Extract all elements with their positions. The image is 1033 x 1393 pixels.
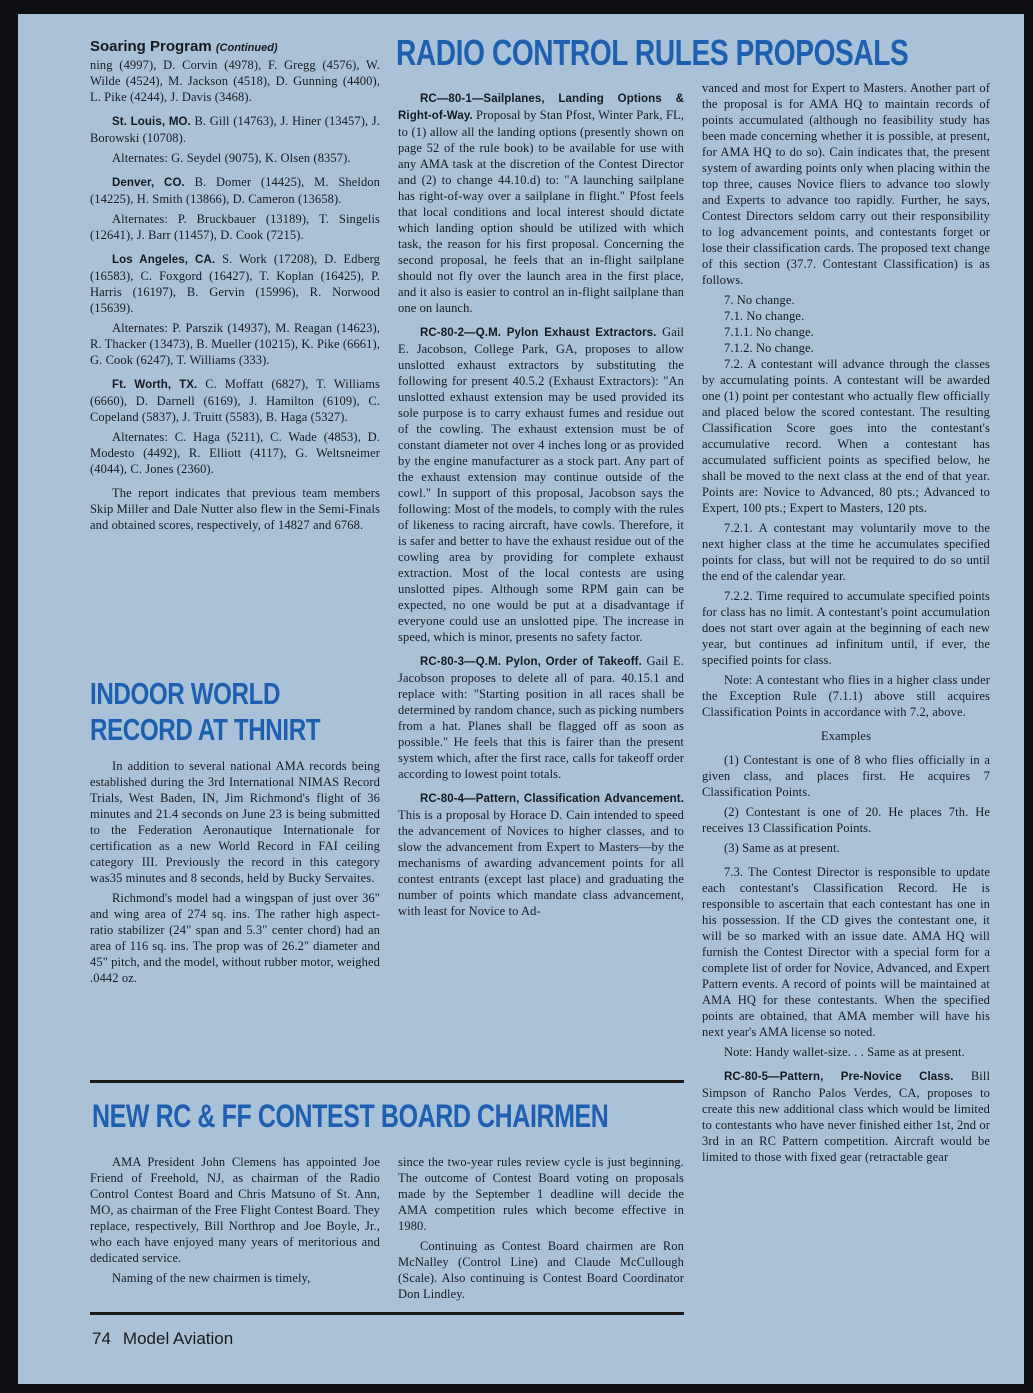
page-number: 74 bbox=[92, 1329, 111, 1348]
soaring-column bbox=[90, 38, 380, 537]
board-paragraph: since the two-year rules review cycle is just beginning. The outcome of Contest Board voting on proposals made by the September 1 deadline will decide the AMA competition rules which become effective in 1980. bbox=[398, 1155, 684, 1233]
ftworth-entry: Ft. Worth, TX. C. Moffatt (6827), T. Williams (6660), D. Darnell (6169), J. Hamilton (6109), C. Copeland (5837), J. Truitt (5583), B. Haga (5327). bbox=[90, 377, 380, 424]
rule-note-2: Note: Handy wallet-size. . . Same as at present. bbox=[724, 1045, 965, 1059]
proposal-rc80-5: RC-80-5—Pattern, Pre-Novice Class. Bill Simpson of Rancho Palos Verdes, CA, proposes to create this new additional class which would be limited to contestants who have never finished either 1st, 2nd or 3rd in an RC Pattern competition. Aircraft would be limited to those with fixed gear (retractable gear bbox=[702, 1069, 991, 1164]
indoor-record-headline: INDOOR WORLD RECORD AT THNIRT bbox=[90, 676, 321, 747]
stlouis-entry: St. Louis, MO. B. Gill (14763), J. Hiner (13457), J. Borowski (10708). bbox=[90, 114, 380, 145]
continued-label: (Continued) bbox=[215, 42, 278, 54]
magazine-name: Model Aviation bbox=[122, 1329, 234, 1348]
indoor-record-column bbox=[90, 758, 380, 990]
rule-note: Note: A contestant who flies in a higher class under the Exception Rule (7.1.1) above still acquires Classification Points in accordance with 7.2, above. bbox=[702, 673, 990, 719]
rule-7-3: 7.3. The Contest Director is responsible to update each contestant's Classification Record. He is responsible to ascertain that each contestant has one in his possession. If the CD gives the contestant one, it will be so marked with an issue date. AMA HQ will furnish the Contest Director with a special form for a complete list of order for Novice, Advanced, and Expert Pattern events. A record of points will be maintained at AMA HQ for these contestants. When the specified points are obtained, that AMA member will have his next year's AMA license so noted. bbox=[702, 865, 990, 1039]
rc-proposals-column bbox=[398, 90, 684, 923]
proposal-rc80-3: RC-80-3—Q.M. Pylon, Order of Takeoff. Gail E. Jacobson proposes to delete all of para. 40.15.1 and replace with: "Starting position in all races shall be determined by random chance, such as picking numbers from a hat. Planes shall be flagged off as soon as possible." He feels that this is fairer than the present system which, after the first race, calls for takeoff order according to lowest point totals. bbox=[398, 654, 684, 781]
rule-7-2-1: 7.2.1. A contestant may voluntarily move to the next higher class at the time he accumulates specified points for class, but will not be required to do so until the end of the calendar year. bbox=[702, 521, 990, 583]
denver-entry: Denver, CO. B. Domer (14425), M. Sheldon (14225), H. Smith (13866), D. Cameron (13658). bbox=[90, 175, 381, 206]
board-column-2 bbox=[398, 1154, 684, 1306]
classification-column bbox=[702, 80, 990, 1169]
magazine-page bbox=[18, 14, 1024, 1384]
losangeles-entry: Los Angeles, CA. S. Work (17208), D. Edberg (16583), C. Foxgord (16427), T. Koplan (16425), P. Harris (16197), B. Gervin (15996), R. Norwood (15639). bbox=[90, 252, 380, 315]
section-divider bbox=[90, 1312, 684, 1315]
proposal-continuation: vanced and most for Expert to Masters. Another part of the proposal is for AMA HQ to maintain records of points accumulated (although no feasibility study has been made concerning whether it is possible, at present, for AMA HQ to do so). Cain indicates that, the present system of awarding points only when placing within the top three, causes Novice fliers to advance too slowly and Experts to advance too rapidly. Further, he says, Contest Directors seldom carry out their responsibility to log advancement points, and contestants forget or lose their classification cards. The proposed text change of this section (37.7. Contestant Classification) is as follows. bbox=[702, 81, 990, 287]
stlouis-alternates: Alternates: G. Seydel (9075), K. Olsen (8357). bbox=[112, 151, 351, 165]
example-item: (1) Contestant is one of 8 who flies officially in a given class, and places first. He acquires 7 Classification Points. bbox=[702, 753, 990, 799]
board-paragraph: AMA President John Clemens has appointed Joe Friend of Freehold, NJ, as chairman of the Radio Control Contest Board and Chris Matsuno of St. Ann, MO, as chairman of the Free Flight Contest Board. They replace, respectively, Bill Northrop and Joe Boyle, Jr., who each have enjoyed many years of meritorious and dedicated service. bbox=[90, 1155, 380, 1265]
proposal-rc80-4: RC-80-4—Pattern, Classification Advancement. This is a proposal by Horace D. Cain intended to speed the advancement of Novices to higher classes, and to slow the advancement from Expert to Masters—by the mechanisms of awarding advancement points for all contest entrants (except last place) and graduating the number of points which mandate class advancement, with least for Novice to Ad- bbox=[398, 793, 684, 918]
ftworth-alternates: Alternates: C. Haga (5211), C. Wade (4853), D. Modesto (4492), R. Elliott (4117), G. Weltsneimer (4044), C. Jones (2360). bbox=[90, 430, 380, 476]
board-paragraph: Continuing as Contest Board chairmen are Ron McNalley (Control Line) and Claude McCullough (Scale). Also continuing is Contest Board Coordinator Don Lindley. bbox=[398, 1239, 684, 1301]
rc-rules-headline: RADIO CONTROL RULES PROPOSALS bbox=[396, 32, 909, 73]
contest-board-headline: NEW RC & FF CONTEST BOARD CHAIRMEN bbox=[92, 1098, 609, 1134]
rule-line: 7.1. No change. bbox=[724, 309, 805, 323]
page-footer bbox=[92, 1329, 245, 1349]
rule-line: 7. No change. bbox=[724, 293, 795, 307]
rule-line: 7.1.2. No change. bbox=[724, 341, 814, 355]
examples-heading: Examples bbox=[820, 729, 872, 743]
indoor-paragraph: In addition to several national AMA records being established during the 3rd International NIMAS Record Trials, West Baden, IN, Jim Richmond's flight of 36 minutes and 21.4 seconds on June 23 is being submitted to the Federation Aeronautique Internationale for certification as a new World Record in FAI ceiling category III. Previously the record in this category was35 minutes and 8 seconds, held by Bucky Servaites. bbox=[90, 759, 380, 885]
board-column-1 bbox=[90, 1154, 380, 1290]
board-paragraph: Naming of the new chairmen is timely, bbox=[112, 1271, 311, 1285]
rule-7-2-2: 7.2.2. Time required to accumulate specified points for class has no limit. A contestant's point accumulation does not start over again at the beginning of each new year, but continues ad infinitum until, if ever, the specified points for class. bbox=[702, 589, 990, 667]
rule-line: 7.1.1. No change. bbox=[724, 325, 814, 339]
rule-7-2: 7.2. A contestant will advance through the classes by accumulating points. A contestant will be awarded one (1) point per contestant who actually flew officially and placed below the scored contestant. The resulting Classification Score goes into the contestant's accumulative record. When a contestant has accumulated sufficient points as specified below, he shall be moved to the next class at the end of that year. Points are: Novice to Advanced, 80 pts.; Advanced to Expert, 100 pts.; Expert to Masters, 120 pts. bbox=[702, 357, 990, 515]
report-paragraph: The report indicates that previous team members Skip Miller and Dale Nutter also flew in the Semi-Finals and obtained scores, respectively, of 14827 and 6768. bbox=[90, 486, 380, 532]
losangeles-alternates: Alternates: P. Parszik (14937), M. Reagan (14623), R. Thacker (13473), B. Mueller (10215), K. Pike (6661), G. Cook (6247), T. Williams (333). bbox=[90, 321, 380, 367]
soaring-paragraph: ning (4997), D. Corvin (4978), F. Gregg (4576), W. Wilde (4524), M. Jackson (4518), D. Gunning (4400), L. Pike (4244), J. Davis (3468). bbox=[90, 58, 380, 104]
proposal-rc80-2: RC-80-2—Q.M. Pylon Exhaust Extractors. Gail E. Jacobson, College Park, GA, proposes to allow unslotted exhaust extractors by substituting the following for present 40.5.2 (Exhaust Extractors): "An unslotted exhaust extension may be used provided its sole purpose is to carry exhaust fumes and residue out of the cowling. The exhaust extension must be of constant diameter not over 4 inches long or as provided by the engine manufacturer as a stock part. Any part of the exhaust extension may continue outside of the cowl." In support of this proposal, Jacobson says the following: Most of the models, to comply with the rules of likeness to racing aircraft, have cowls. Therefore, it is safer and better to have the exhaust residue out of the cowling area by providing for complete exhaust extraction. Most of the local contests are using unslotted pipes. Although some RPM gain can be expected, no one would be put at a disadvantage if everyone could use an unslotted pipe. The increase in speed, which is minor, presents no safety factor. bbox=[398, 325, 684, 644]
denver-alternates: Alternates: P. Bruckbauer (13189), T. Singelis (12641), J. Barr (11457), D. Cook (7215). bbox=[90, 212, 380, 242]
example-item: (2) Contestant is one of 20. He places 7th. He receives 13 Classification Points. bbox=[702, 805, 990, 835]
proposal-rc80-1: RC—80-1—Sailplanes, Landing Options & Right-of-Way. Proposal by Stan Pfost, Winter Park, FL, to (1) allow all the landing options (presently shown on page 52 of the rule book) to be available for use with any AMA task at the discretion of the Contest Director and (2) to change 44.10.d) to: "A launching sailplane has right-of-way over a sailplane in flight." Pfost feels that local conditions and local interest should dictate which landing option should be utilized with which task, the reason for his first proposal. Concerning the second proposal, he feels that an in-flight sailplane should not fly over the launch area in the first place, and it also is easier to control an in-flight sailplane than one on launch. bbox=[398, 93, 684, 315]
section-divider bbox=[90, 1080, 684, 1083]
soaring-heading: Soaring Program (Continued) bbox=[90, 38, 278, 55]
example-item: (3) Same as at present. bbox=[724, 841, 840, 855]
indoor-paragraph: Richmond's model had a wingspan of just over 36" and wing area of 274 sq. ins. The rather high aspect-ratio stabilizer (24" span and 5.3" center chord) had an area of 116 sq. ins. The prop was of 26.2" diameter and 45" pitch, and the model, without rubber motor, weighed .0442 oz. bbox=[90, 891, 380, 985]
